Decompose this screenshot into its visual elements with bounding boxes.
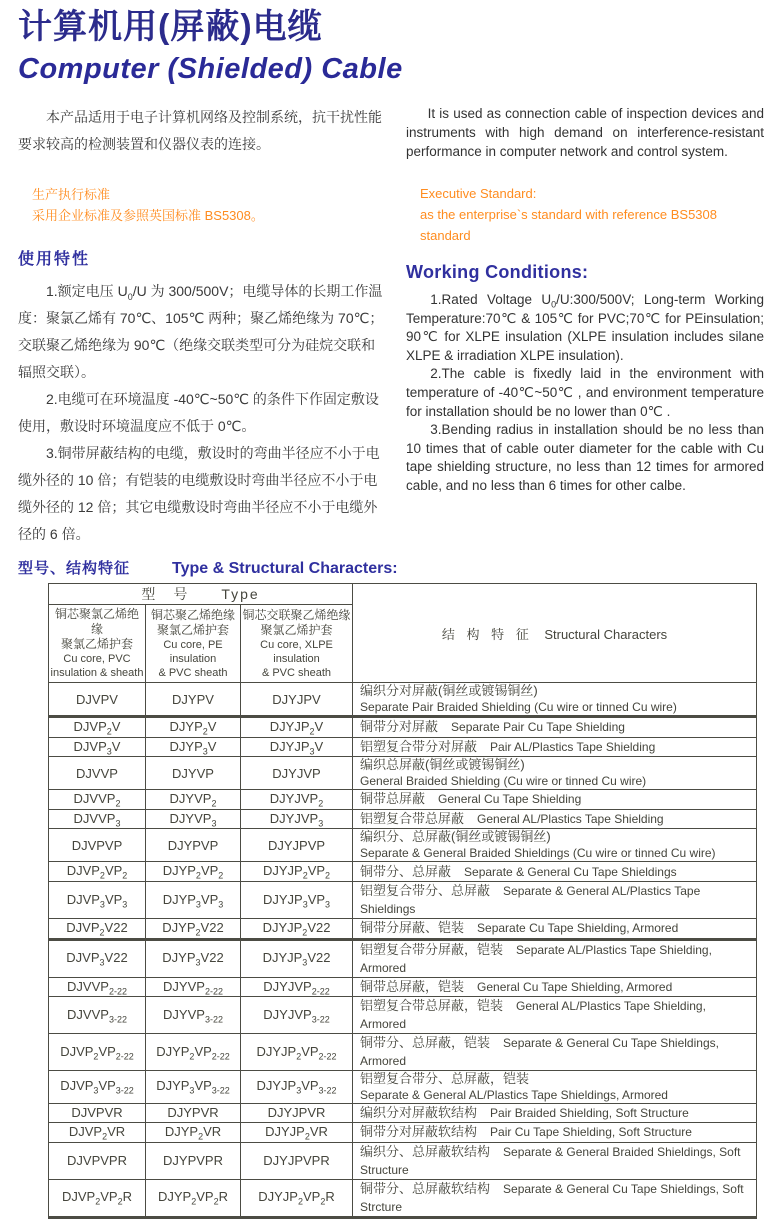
type-code: DJVPVR [49, 1104, 146, 1123]
working-item-en: 3.Bending radius in installation should be no less than 10 times that of cable outer diameter for the cable with Cu tape shielding structure, no less than 12 times for armored cable, and no less than 6 times for other calbe. [406, 422, 764, 494]
column-header-en: Cu core, PE insulation & PVC sheath [158, 638, 228, 679]
column-header-en: Cu core, XLPE insulation & PVC sheath [260, 638, 333, 679]
type-code: DJVPVPR [49, 1142, 146, 1179]
type-code: $DJYJP_3V$ [241, 737, 353, 757]
type-code: DJYVP [146, 757, 241, 790]
type-code: $DJVP_2VR$ [49, 1123, 146, 1143]
executive-standard-zh [18, 184, 384, 226]
type-code: DJYJPVP [241, 829, 353, 862]
type-code: DJYJPVR [241, 1104, 353, 1123]
working-conditions-body-zh [18, 278, 384, 548]
type-code: $DJYJP_3VP_3$ [241, 881, 353, 918]
type-code: $DJYJP_2VR$ [241, 1123, 353, 1143]
table-row [49, 1142, 757, 1179]
structural-character: 铜带分、总屏蔽 Separate & General Cu Tape Shieldings [353, 862, 757, 882]
table-row [49, 977, 757, 997]
structural-character: 编织分对屏蔽(铜丝或镀锡铜丝) Separate Pair Braided Shielding (Cu wire or tinned Cu wire) [353, 683, 757, 717]
structural-character: 编织分、总屏蔽(铜丝或镀锡铜丝) Separate & General Braided Shieldings (Cu wire or tinned Cu wire) [353, 829, 757, 862]
type-code: $DJYJVP_3$ [241, 809, 353, 829]
type-code: $DJYP_2VR$ [146, 1123, 241, 1143]
type-code: $DJYP_2VP_{2-22}$ [146, 1034, 241, 1071]
type-heading-zh: 型号、结构特征 [18, 560, 131, 577]
type-code: $DJYVP_2$ [146, 790, 241, 810]
table-row [49, 1123, 757, 1143]
structural-character: 铝塑复合带分屏蔽，铠装 Separate AL/Plastics Tape Shielding, Armored [353, 939, 757, 977]
table-row [49, 1104, 757, 1123]
working-item-en: 2.The cable is fixedly laid in the environment with temperature of -40℃~50℃ , and environment temperature for installation should be no lower than 0℃ . [406, 366, 764, 419]
type-code: DJYPVR [146, 1104, 241, 1123]
working-item-zh: 3.铜带屏蔽结构的电缆，敷设时的弯曲半径应不小于电缆外径的 10 倍；有铠装的电缆敷设时弯曲半径应不小于电缆外径的 12 倍；其它电缆敷设时弯曲半径应不小于电缆外径的 6 倍。 [18, 445, 380, 542]
executive-standard-en [406, 183, 764, 246]
table-row [49, 881, 757, 918]
type-code: $DJYP_2VP_2R$ [146, 1179, 241, 1217]
column-header-en: Cu core, PVC insulation & sheath [50, 653, 144, 679]
table-row [49, 1071, 757, 1104]
structural-character: 编织分、总屏蔽软结构 Separate & General Braided Shieldings, Soft Structure [353, 1142, 757, 1179]
standard-line: Executive Standard: [420, 186, 537, 201]
table-row [49, 939, 757, 977]
table-header-row-type [49, 584, 757, 605]
struct-header-zh: 结 构 特 征 [441, 626, 533, 642]
structural-character: 铝塑复合带分、总屏蔽，铠装 Separate & General AL/Plastics Tape Shieldings, Armored [353, 1071, 757, 1104]
table-row [49, 997, 757, 1034]
type-header-cell: 型 号 Type [49, 584, 353, 605]
type-code: $DJVVP_2$ [49, 790, 146, 810]
type-code: $DJVVP_{2-22}$ [49, 977, 146, 997]
type-code: $DJYJP_2VP_2$ [241, 862, 353, 882]
type-code: DJYJPVPR [241, 1142, 353, 1179]
type-code: $DJYP_3VP_3$ [146, 881, 241, 918]
column-header-zh: 铜芯聚乙烯绝缘 聚氯乙烯护套 [150, 607, 235, 637]
type-code: DJYJPV [241, 683, 353, 717]
type-heading-en: Type & Structural Characters: [172, 560, 398, 577]
type-code: DJVPVP [49, 829, 146, 862]
structural-character: 编织总屏蔽(铜丝或镀锡铜丝) General Braided Shielding (Cu wire or tinned Cu wire) [353, 757, 757, 790]
type-code: DJVVP [49, 757, 146, 790]
type-code: $DJYP_3V22$ [146, 939, 241, 977]
structural-character: 编织分对屏蔽软结构 Pair Braided Shielding, Soft Structure [353, 1104, 757, 1123]
structural-character: 铜带分屏蔽、铠装 Separate Cu Tape Shielding, Armored [353, 918, 757, 939]
standard-line: 采用企业标准及参照英国标准 BS5308。 [32, 208, 264, 223]
table-row [49, 809, 757, 829]
type-code: $DJYJP_3V22$ [241, 939, 353, 977]
intro-paragraph-zh: 本产品适用于电子计算机网络及控制系统，抗干扰性能要求较高的检测装置和仪器仪表的连接。 [18, 109, 382, 152]
type-code: $DJVP_2VP_2$ [49, 862, 146, 882]
standard-line: 生产执行标准 [32, 187, 111, 202]
type-code: $DJYJVP_2$ [241, 790, 353, 810]
type-code: $DJYJVP_{2-22}$ [241, 977, 353, 997]
type-code: $DJYJP_2V22$ [241, 918, 353, 939]
table-row [49, 918, 757, 939]
table-row [49, 1034, 757, 1071]
table-row [49, 790, 757, 810]
type-code: $DJVP_2VP_2R$ [49, 1179, 146, 1217]
type-code: $DJYJP_3VP_{3-22}$ [241, 1071, 353, 1104]
type-code: $DJYP_3V$ [146, 737, 241, 757]
type-code: $DJYJP_2V$ [241, 717, 353, 738]
intro-paragraph-en: It is used as connection cable of inspection devices and instruments with high demand on interference-resistant performance in computer network and control system. [406, 106, 764, 159]
type-code: $DJVP_3VP_3$ [49, 881, 146, 918]
working-item-zh: 1.额定电压 $U_0/U$ 为 300/500V；电缆导体的长期工作温度：聚氯乙烯有 70℃、105℃ 两种；聚乙烯绝缘为 70℃；交联聚乙烯绝缘为 90℃（绝缘交联类型可分为硅烷交联和辐照交联）。 [18, 283, 384, 380]
type-code: $DJVP_3VP_{3-22}$ [49, 1071, 146, 1104]
type-code: $DJVP_2V22$ [49, 918, 146, 939]
type-code: $DJVP_3V$ [49, 737, 146, 757]
structural-characters-header-cell [353, 584, 757, 683]
left-column [18, 104, 384, 548]
type-code: $DJYP_2VP_2$ [146, 862, 241, 882]
table-header [49, 584, 757, 683]
working-conditions-heading-zh: 使用特性 [18, 251, 91, 268]
working-item-en: 1.Rated Voltage $U_0/U:300/500V$; Long-term Working Temperature:70℃ & 105℃ for PVC;70℃ for PEinsulation; 90℃ for XLPE insulation (XLPE insulation includes silane XLPE & irradiation XLPE insulation). [406, 292, 764, 363]
right-column [406, 104, 764, 548]
table-row [49, 829, 757, 862]
structural-character: 铜带总屏蔽，铠装 General Cu Tape Shielding, Armored [353, 977, 757, 997]
column-header-zh: 铜芯聚氯乙烯绝缘 聚氯乙烯护套 [54, 607, 139, 651]
structural-character: 铜带分、总屏蔽软结构 Separate & General Cu Tape Shieldings, Soft Strcture [353, 1179, 757, 1217]
working-conditions-heading-en: Working Conditions: [406, 262, 589, 282]
structural-character: 铜带总屏蔽 General Cu Tape Shielding [353, 790, 757, 810]
type-code: DJYJVP [241, 757, 353, 790]
table-row [49, 757, 757, 790]
type-code: $DJYJVP_{3-22}$ [241, 997, 353, 1034]
type-code: $DJVVP_{3-22}$ [49, 997, 146, 1034]
table-row [49, 737, 757, 757]
page-title-zh: 计算机用(屏蔽)电缆 [18, 8, 323, 46]
page-title-en: Computer (Shielded) Cable [18, 53, 403, 85]
type-code: DJVPV [49, 683, 146, 717]
type-code: $DJVP_3V22$ [49, 939, 146, 977]
type-code: $DJVP_2V$ [49, 717, 146, 738]
structural-character: 铝塑复合带分、总屏蔽 Separate & General AL/Plastics Tape Shieldings [353, 881, 757, 918]
column-header-xlpe [241, 605, 353, 683]
type-code: $DJVVP_3$ [49, 809, 146, 829]
type-table-body [49, 683, 757, 1218]
working-item-zh: 2.电缆可在环境温度 -40℃~50℃ 的条件下作固定敷设使用，敷设时环境温度应不低于 0℃。 [18, 391, 379, 434]
type-code: $DJYP_2V22$ [146, 918, 241, 939]
structural-character: 铜带分、总屏蔽，铠装 Separate & General Cu Tape Shieldings, Armored [353, 1034, 757, 1071]
struct-header-en: Structural Characters [544, 626, 668, 642]
type-code: $DJYJP_2VP_2R$ [241, 1179, 353, 1217]
column-header-zh: 铜芯交联聚乙烯绝缘 聚氯乙烯护套 [242, 607, 351, 637]
working-conditions-body-en [406, 291, 764, 496]
type-code: $DJVP_2VP_{2-22}$ [49, 1034, 146, 1071]
type-code: DJYPVP [146, 829, 241, 862]
structural-character: 铝塑复合带总屏蔽 General AL/Plastics Tape Shielding [353, 809, 757, 829]
type-code: $DJYJP_2VP_{2-22}$ [241, 1034, 353, 1071]
table-row [49, 862, 757, 882]
structural-character: 铜带分对屏蔽软结构 Pair Cu Tape Shielding, Soft Structure [353, 1123, 757, 1143]
structural-character: 铝塑复合带总屏蔽，铠装 General AL/Plastics Tape Shielding, Armored [353, 997, 757, 1034]
type-code: $DJYVP_3$ [146, 809, 241, 829]
intro-section [18, 104, 764, 548]
column-header-pe [146, 605, 241, 683]
structural-character: 铜带分对屏蔽 Separate Pair Cu Tape Shielding [353, 717, 757, 738]
type-code: $DJYVP_{3-22}$ [146, 997, 241, 1034]
standard-line: as the enterprise`s standard with reference BS5308 standard [420, 207, 718, 243]
type-code: $DJYP_3VP_{3-22}$ [146, 1071, 241, 1104]
column-header-pvc [49, 605, 146, 683]
table-row [49, 683, 757, 717]
table-row [49, 717, 757, 738]
type-code: DJYPVPR [146, 1142, 241, 1179]
type-code: DJYPV [146, 683, 241, 717]
type-structural-table [48, 583, 757, 1219]
table-row [49, 1179, 757, 1217]
structural-character: 铝塑复合带分对屏蔽 Pair AL/Plastics Tape Shielding [353, 737, 757, 757]
type-code: $DJYP_2V$ [146, 717, 241, 738]
type-section-heading [18, 557, 764, 578]
type-code: $DJYVP_{2-22}$ [146, 977, 241, 997]
